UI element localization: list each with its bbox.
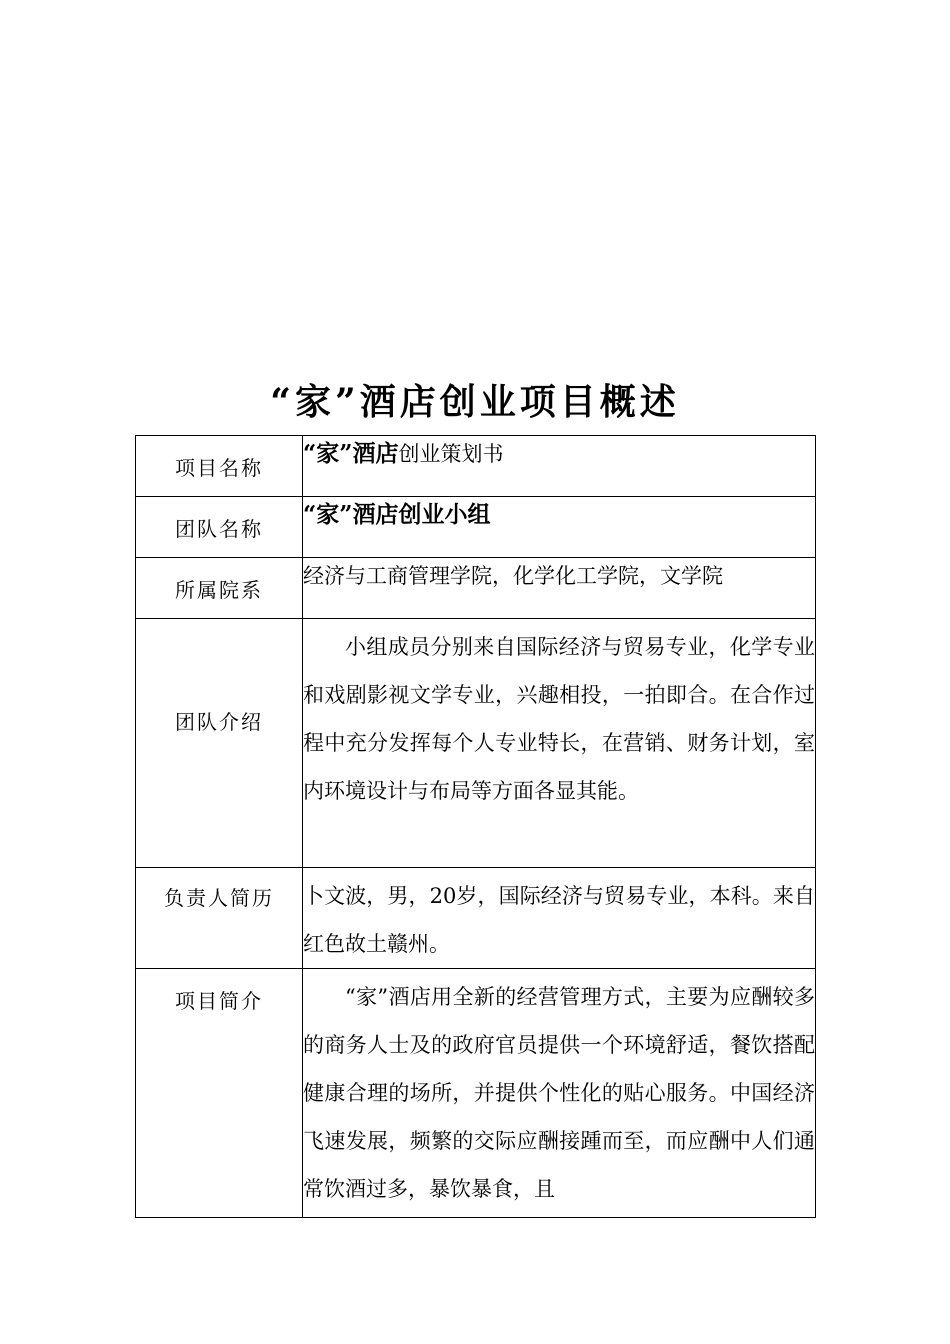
row-label-project-intro: 项目简介 xyxy=(136,969,303,1218)
table-row xyxy=(136,436,816,497)
project-intro-text: “家”酒店用全新的经营管理方式，主要为应酬较多的商务人士及的政府官员提供一个环境舒适，餐饮搭配健康合理的场所，并提供个性化的贴心服务。中国经济飞速发展，频繁的交际应酬接踵而至，而应酬中人们通常饮酒过多，暴饮暴食，且 xyxy=(303,985,815,1201)
table-row xyxy=(136,969,816,1218)
row-label-team-intro: 团队介绍 xyxy=(136,619,303,868)
table-row xyxy=(136,619,816,868)
table-row xyxy=(136,497,816,558)
row-label-team-name: 团队名称 xyxy=(136,497,303,558)
leader-resume-value xyxy=(303,868,816,969)
project-name-bold: “家”酒店 xyxy=(303,440,399,467)
page-title: “家”酒店创业项目概述 xyxy=(270,381,680,423)
team-name-value xyxy=(303,497,816,558)
table-row xyxy=(136,868,816,969)
project-intro-value xyxy=(303,969,816,1218)
department-text: 经济与工商管理学院，化学化工学院，文学院 xyxy=(303,564,723,588)
team-name-text: “家”酒店创业小组 xyxy=(303,501,491,528)
project-name-value xyxy=(303,436,816,497)
project-summary-table xyxy=(135,435,816,1218)
row-label-project-name: 项目名称 xyxy=(136,436,303,497)
team-intro-value xyxy=(303,619,816,868)
team-intro-text: 小组成员分别来自国际经济与贸易专业，化学专业和戏剧影视文学专业，兴趣相投，一拍即合。在合作过程中充分发挥每个人专业特长，在营销、财务计划，室内环境设计与布局等方面各显其能。 xyxy=(303,635,815,803)
row-label-department: 所属院系 xyxy=(136,558,303,619)
department-value xyxy=(303,558,816,619)
project-name-normal: 创业策划书 xyxy=(398,442,504,466)
table-row xyxy=(136,558,816,619)
leader-resume-text: 卜文波，男，20岁，国际经济与贸易专业，本科。来自红色故土赣州。 xyxy=(303,884,815,956)
row-label-leader-resume: 负责人简历 xyxy=(136,868,303,969)
